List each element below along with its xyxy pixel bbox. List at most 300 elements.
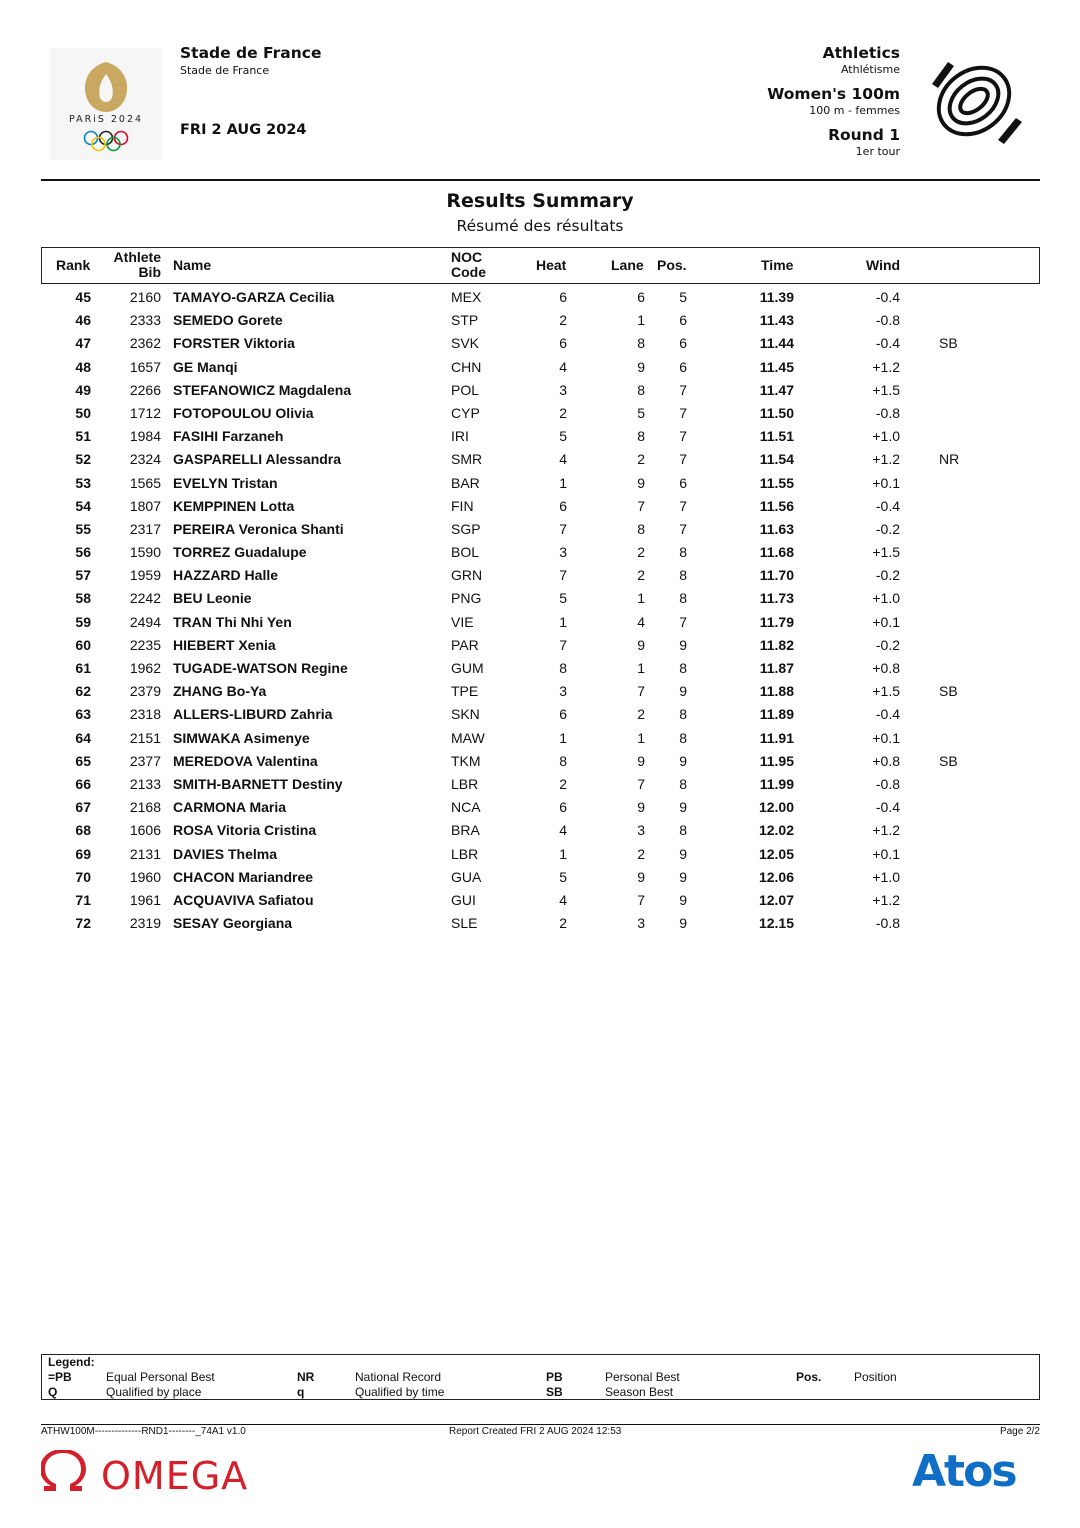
cell-heat: 3: [559, 683, 567, 700]
cell-lane: 2: [637, 706, 645, 723]
page-number: Page 2/2: [999, 1426, 1040, 1437]
cell-name: TAMAYO-GARZA Cecilia: [173, 289, 335, 305]
cell-time: 11.95: [759, 752, 794, 769]
cell-pos: 7: [679, 428, 687, 445]
cell-rank: 61: [75, 660, 91, 676]
cell-pos: 9: [679, 868, 687, 885]
cell-rank: 67: [75, 799, 91, 816]
col-rank: Rank: [56, 257, 91, 273]
cell-noc: BAR: [451, 474, 480, 491]
cell-time: 11.43: [759, 312, 794, 329]
cell-time: 12.07: [758, 891, 794, 908]
col-noc-line1: NOC: [451, 249, 483, 265]
table-row: [41, 657, 1040, 680]
cell-wind: +0.1: [872, 474, 900, 491]
cell-pos: 9: [679, 752, 687, 769]
cell-pos: 8: [679, 822, 687, 839]
col-bib-line1: Athlete: [113, 249, 161, 265]
cell-rank: 51: [75, 428, 91, 445]
cell-time: 11.39: [759, 289, 794, 305]
cell-bib: 2377: [129, 752, 161, 769]
cell-rank: 59: [75, 613, 91, 630]
cell-noc: LBR: [451, 775, 479, 792]
cell-wind: -0.2: [875, 520, 900, 537]
cell-rank: 63: [75, 706, 91, 723]
cell-bib: 2242: [129, 590, 161, 607]
table-row: [41, 356, 1040, 379]
cell-bib: 2133: [129, 775, 161, 792]
cell-lane: 7: [637, 775, 645, 792]
cell-bib: 1565: [129, 474, 161, 491]
table-row: [41, 773, 1040, 796]
cell-lane: 8: [637, 335, 645, 352]
cell-heat: 3: [559, 544, 567, 561]
cell-rank: 52: [75, 451, 91, 468]
col-time: Time: [761, 257, 794, 273]
cell-name: TORREZ Guadalupe: [173, 544, 307, 561]
table-row: [41, 402, 1040, 425]
cell-pos: 9: [679, 683, 687, 700]
cell-heat: 2: [559, 312, 567, 329]
cell-rank: 45: [75, 289, 91, 305]
table-row: [41, 587, 1040, 610]
table-row: [41, 796, 1040, 819]
cell-wind: +1.5: [872, 683, 900, 700]
cell-name: HAZZARD Halle: [173, 567, 279, 584]
cell-pos: 7: [679, 451, 687, 468]
cell-noc: GRN: [451, 567, 483, 584]
cell-lane: 2: [637, 845, 645, 862]
table-row: [41, 495, 1040, 518]
round-name-fr: 1er tour: [855, 145, 900, 158]
legend-key: =PB: [48, 1370, 72, 1384]
cell-noc: STP: [451, 312, 479, 329]
cell-bib: 2379: [129, 683, 161, 700]
cell-time: 11.82: [759, 636, 794, 653]
cell-wind: +0.1: [872, 729, 900, 746]
cell-name: SMITH-BARNETT Destiny: [173, 775, 343, 792]
table-row: [41, 379, 1040, 402]
title-en: Results Summary: [446, 190, 634, 212]
cell-heat: 2: [559, 915, 567, 932]
cell-rank: 48: [75, 358, 91, 375]
cell-noc: GUM: [451, 660, 484, 676]
cell-lane: 7: [637, 683, 645, 700]
cell-lane: 9: [637, 799, 645, 816]
cell-rank: 55: [75, 520, 91, 537]
paris-2024-emblem-icon: [81, 60, 131, 114]
cell-time: 11.44: [759, 335, 794, 352]
cell-noc: SKN: [451, 706, 480, 723]
venue-name: Stade de France: [180, 44, 322, 62]
cell-noc: POL: [451, 381, 480, 398]
cell-time: 11.70: [759, 567, 794, 584]
legend-title: Legend:: [48, 1355, 95, 1369]
cell-rank: 60: [75, 636, 91, 653]
cell-pos: 6: [679, 474, 687, 491]
cell-pos: 8: [679, 729, 687, 746]
cell-lane: 9: [637, 358, 645, 375]
cell-bib: 2494: [129, 613, 161, 630]
cell-wind: +1.5: [872, 544, 900, 561]
footer-divider: [41, 1424, 1040, 1425]
cell-lane: 1: [637, 660, 645, 676]
cell-time: 11.55: [759, 474, 794, 491]
cell-rank: 72: [75, 915, 91, 932]
cell-noc: FIN: [451, 497, 474, 514]
sport-name: Athletics: [822, 44, 900, 62]
cell-lane: 7: [637, 891, 645, 908]
cell-bib: 1657: [129, 358, 161, 375]
cell-time: 11.91: [759, 729, 794, 746]
table-row: [41, 843, 1040, 866]
cell-wind: -0.4: [875, 289, 900, 305]
col-wind: Wind: [866, 257, 901, 273]
cell-bib: 2333: [129, 312, 161, 329]
cell-bib: 1606: [129, 822, 161, 839]
table-row: [41, 309, 1040, 332]
cell-noc: NCA: [451, 799, 481, 816]
cell-wind: +1.2: [872, 358, 900, 375]
cell-pos: 7: [679, 613, 687, 630]
cell-bib: 2235: [129, 636, 161, 653]
cell-noc: GUA: [451, 868, 482, 885]
cell-time: 11.45: [759, 358, 794, 375]
cell-rank: 56: [75, 544, 91, 561]
cell-name: HIEBERT Xenia: [173, 636, 276, 653]
report-title: [0, 190, 1080, 235]
cell-bib: 1984: [129, 428, 161, 445]
legend-label: Qualified by place: [106, 1385, 202, 1399]
cell-wind: -0.2: [875, 636, 900, 653]
cell-bib: 1960: [129, 868, 161, 885]
cell-pos: 9: [679, 799, 687, 816]
table-row: [41, 448, 1040, 471]
col-heat: Heat: [536, 257, 567, 273]
report-created: Report Created FRI 2 AUG 2024 12:53: [449, 1426, 622, 1437]
cell-noc: LBR: [451, 845, 479, 862]
cell-noc: VIE: [451, 613, 474, 630]
cell-bib: 2319: [129, 915, 161, 932]
cell-bib: 1961: [129, 891, 161, 908]
cell-bib: 2317: [129, 520, 161, 537]
cell-heat: 5: [559, 428, 567, 445]
cell-rank: 58: [75, 590, 91, 607]
venue-subtitle: Stade de France: [180, 64, 270, 77]
cell-heat: 2: [559, 775, 567, 792]
cell-rank: 69: [75, 845, 91, 862]
legend-key: PB: [546, 1370, 563, 1384]
cell-bib: 1807: [129, 497, 161, 514]
cell-wind: -0.4: [875, 335, 900, 352]
cell-time: 11.50: [759, 404, 794, 421]
table-row: [41, 819, 1040, 842]
cell-heat: 3: [559, 381, 567, 398]
col-bib: [114, 250, 161, 280]
cell-time: 12.15: [758, 915, 794, 932]
cell-lane: 2: [637, 544, 645, 561]
cell-name: STEFANOWICZ Magdalena: [173, 381, 352, 398]
legend-key: NR: [297, 1370, 315, 1384]
table-row: [41, 727, 1040, 750]
cell-heat: 1: [559, 845, 567, 862]
cell-wind: +0.8: [872, 660, 900, 676]
cell-lane: 2: [637, 451, 645, 468]
cell-heat: 4: [559, 891, 567, 908]
cell-wind: +0.1: [872, 613, 900, 630]
cell-pos: 5: [679, 289, 687, 305]
omega-logo: [41, 1450, 281, 1494]
legend-key: Q: [48, 1385, 58, 1399]
cell-bib: 2266: [129, 381, 161, 398]
atos-logo: Atos: [912, 1446, 1016, 1497]
cell-heat: 4: [559, 451, 567, 468]
cell-lane: 7: [637, 497, 645, 514]
cell-bib: 1959: [129, 567, 161, 584]
cell-noc: CHN: [451, 358, 482, 375]
cell-time: 12.06: [758, 868, 794, 885]
table-row: [41, 866, 1040, 889]
cell-heat: 4: [559, 358, 567, 375]
cell-rec: SB: [939, 752, 958, 769]
cell-rec: SB: [939, 683, 958, 700]
cell-lane: 1: [637, 312, 645, 329]
header-divider: [41, 179, 1040, 181]
cell-pos: 8: [679, 775, 687, 792]
cell-heat: 5: [559, 590, 567, 607]
col-noc-line2: Code: [451, 264, 486, 280]
cell-time: 11.73: [759, 590, 794, 607]
round-name: Round 1: [828, 126, 900, 144]
cell-bib: 2160: [129, 289, 161, 305]
table-row: [41, 912, 1040, 935]
cell-name: ACQUAVIVA Safiatou: [173, 891, 314, 908]
cell-rank: 68: [75, 822, 91, 839]
cell-name: GE Manqi: [173, 358, 238, 375]
cell-lane: 9: [637, 636, 645, 653]
table-row: [41, 541, 1040, 564]
table-row: [41, 889, 1040, 912]
olympic-rings-icon: [83, 130, 129, 152]
cell-wind: +1.2: [872, 822, 900, 839]
cell-name: CHACON Mariandree: [173, 868, 314, 885]
cell-name: CARMONA Maria: [173, 799, 287, 816]
cell-name: ZHANG Bo-Ya: [173, 683, 267, 700]
cell-heat: 8: [559, 660, 567, 676]
cell-lane: 8: [637, 381, 645, 398]
cell-heat: 6: [559, 497, 567, 514]
event-name: Women's 100m: [767, 85, 900, 103]
table-row: [41, 286, 1040, 309]
cell-name: SEMEDO Gorete: [173, 312, 283, 329]
cell-heat: 7: [559, 567, 567, 584]
cell-name: BEU Leonie: [173, 590, 252, 607]
results-table-body: [41, 286, 1040, 935]
cell-name: KEMPPINEN Lotta: [173, 497, 295, 514]
table-row: [41, 750, 1040, 773]
cell-rank: 57: [75, 567, 91, 584]
legend-label: Position: [854, 1370, 897, 1384]
cell-rank: 53: [75, 474, 91, 491]
cell-name: DAVIES Thelma: [173, 845, 277, 862]
cell-wind: -0.4: [875, 497, 900, 514]
cell-noc: SVK: [451, 335, 480, 352]
legend-key: Pos.: [796, 1370, 822, 1384]
cell-pos: 9: [679, 891, 687, 908]
cell-heat: 6: [559, 799, 567, 816]
cell-lane: 1: [637, 729, 645, 746]
cell-lane: 8: [637, 428, 645, 445]
cell-time: 12.02: [758, 822, 794, 839]
cell-noc: MAW: [451, 729, 485, 746]
cell-lane: 3: [637, 822, 645, 839]
cell-rank: 62: [75, 683, 91, 700]
table-row: [41, 680, 1040, 703]
table-row: [41, 564, 1040, 587]
cell-time: 11.88: [759, 683, 794, 700]
cell-heat: 1: [559, 729, 567, 746]
cell-time: 12.05: [758, 845, 794, 862]
cell-lane: 2: [637, 567, 645, 584]
cell-noc: PNG: [451, 590, 482, 607]
cell-noc: SMR: [451, 451, 483, 468]
cell-pos: 8: [679, 590, 687, 607]
cell-time: 11.99: [759, 775, 794, 792]
legend-label: National Record: [355, 1370, 442, 1384]
event-date: FRI 2 AUG 2024: [180, 122, 307, 138]
cell-wind: +1.0: [872, 868, 900, 885]
cell-name: TUGADE-WATSON Regine: [173, 660, 348, 676]
cell-bib: 1590: [129, 544, 161, 561]
cell-noc: IRI: [451, 428, 469, 445]
cell-name: PEREIRA Veronica Shanti: [173, 520, 344, 537]
cell-lane: 8: [637, 520, 645, 537]
cell-time: 11.51: [759, 428, 794, 445]
cell-wind: -0.8: [875, 775, 900, 792]
cell-rec: NR: [939, 451, 960, 468]
cell-bib: 2151: [129, 729, 161, 746]
cell-lane: 4: [637, 613, 645, 630]
cell-noc: SLE: [451, 915, 478, 932]
cell-time: 11.47: [759, 381, 794, 398]
legend-key: SB: [546, 1385, 563, 1399]
cell-pos: 8: [679, 567, 687, 584]
table-row: [41, 518, 1040, 541]
cell-name: EVELYN Tristan: [173, 474, 278, 491]
cell-wind: +0.1: [872, 845, 900, 862]
cell-lane: 5: [637, 404, 645, 421]
cell-time: 11.54: [759, 451, 794, 468]
cell-noc: PAR: [451, 636, 479, 653]
cell-pos: 8: [679, 544, 687, 561]
cell-pos: 7: [679, 520, 687, 537]
cell-name: GASPARELLI Alessandra: [173, 451, 342, 468]
cell-time: 11.63: [759, 520, 794, 537]
omega-wordmark: OMEGA: [101, 1454, 249, 1494]
cell-time: 12.00: [758, 799, 794, 816]
cell-pos: 7: [679, 381, 687, 398]
cell-time: 11.87: [759, 660, 794, 676]
cell-heat: 1: [559, 474, 567, 491]
cell-pos: 7: [679, 404, 687, 421]
cell-noc: CYP: [451, 404, 480, 421]
cell-time: 11.79: [759, 613, 794, 630]
venue-block: [180, 44, 321, 77]
event-name-fr: 100 m - femmes: [809, 104, 900, 117]
cell-rank: 46: [75, 312, 91, 329]
cell-pos: 8: [679, 660, 687, 676]
cell-lane: 1: [637, 590, 645, 607]
cell-wind: +1.5: [872, 381, 900, 398]
cell-pos: 6: [679, 335, 687, 352]
cell-bib: 2324: [129, 451, 161, 468]
cell-pos: 6: [679, 358, 687, 375]
cell-bib: 2168: [129, 799, 161, 816]
cell-wind: +1.2: [872, 451, 900, 468]
col-lane: Lane: [611, 257, 644, 273]
cell-name: MEREDOVA Valentina: [173, 752, 318, 769]
cell-wind: +1.2: [872, 891, 900, 908]
cell-name: FOTOPOULOU Olivia: [173, 404, 314, 421]
cell-heat: 7: [559, 636, 567, 653]
cell-lane: 6: [637, 289, 645, 305]
cell-wind: -0.2: [875, 567, 900, 584]
legend-label: Season Best: [605, 1385, 674, 1399]
logo-wordmark: PARiS 2024: [68, 114, 144, 125]
cell-rank: 66: [75, 775, 91, 792]
cell-pos: 8: [679, 706, 687, 723]
cell-name: SESAY Georgiana: [173, 915, 293, 932]
cell-wind: -0.8: [875, 404, 900, 421]
col-name: Name: [173, 257, 212, 273]
table-row: [41, 472, 1040, 495]
cell-rank: 47: [75, 335, 91, 352]
cell-name: ALLERS-LIBURD Zahria: [173, 706, 333, 723]
col-pos: Pos.: [657, 257, 687, 273]
cell-heat: 6: [559, 706, 567, 723]
cell-rank: 70: [75, 868, 91, 885]
table-row: [41, 703, 1040, 726]
cell-noc: MEX: [451, 289, 482, 305]
legend-key: q: [297, 1385, 305, 1399]
cell-time: 11.89: [759, 706, 794, 723]
cell-rank: 71: [75, 891, 91, 908]
cell-noc: BOL: [451, 544, 480, 561]
sport-name-fr: Athlétisme: [840, 63, 900, 76]
legend-label: Qualified by time: [355, 1385, 445, 1399]
cell-wind: -0.4: [875, 706, 900, 723]
cell-name: FASIHI Farzaneh: [173, 428, 284, 445]
cell-lane: 9: [637, 474, 645, 491]
title-fr: Résumé des résultats: [456, 217, 624, 235]
paris-2024-logo: [50, 48, 162, 160]
athletics-pictogram-icon: [924, 56, 1024, 146]
cell-lane: 3: [637, 915, 645, 932]
results-table-header: [41, 247, 1040, 284]
cell-bib: 2131: [129, 845, 161, 862]
cell-rank: 49: [75, 381, 91, 398]
cell-noc: BRA: [451, 822, 480, 839]
cell-name: TRAN Thi Nhi Yen: [173, 613, 292, 630]
cell-name: SIMWAKA Asimenye: [173, 729, 310, 746]
cell-wind: +0.8: [872, 752, 900, 769]
cell-bib: 2362: [129, 335, 161, 352]
table-row: [41, 332, 1040, 355]
cell-time: 11.68: [759, 544, 794, 561]
cell-pos: 9: [679, 845, 687, 862]
col-noc: [451, 250, 486, 280]
cell-pos: 9: [679, 915, 687, 932]
